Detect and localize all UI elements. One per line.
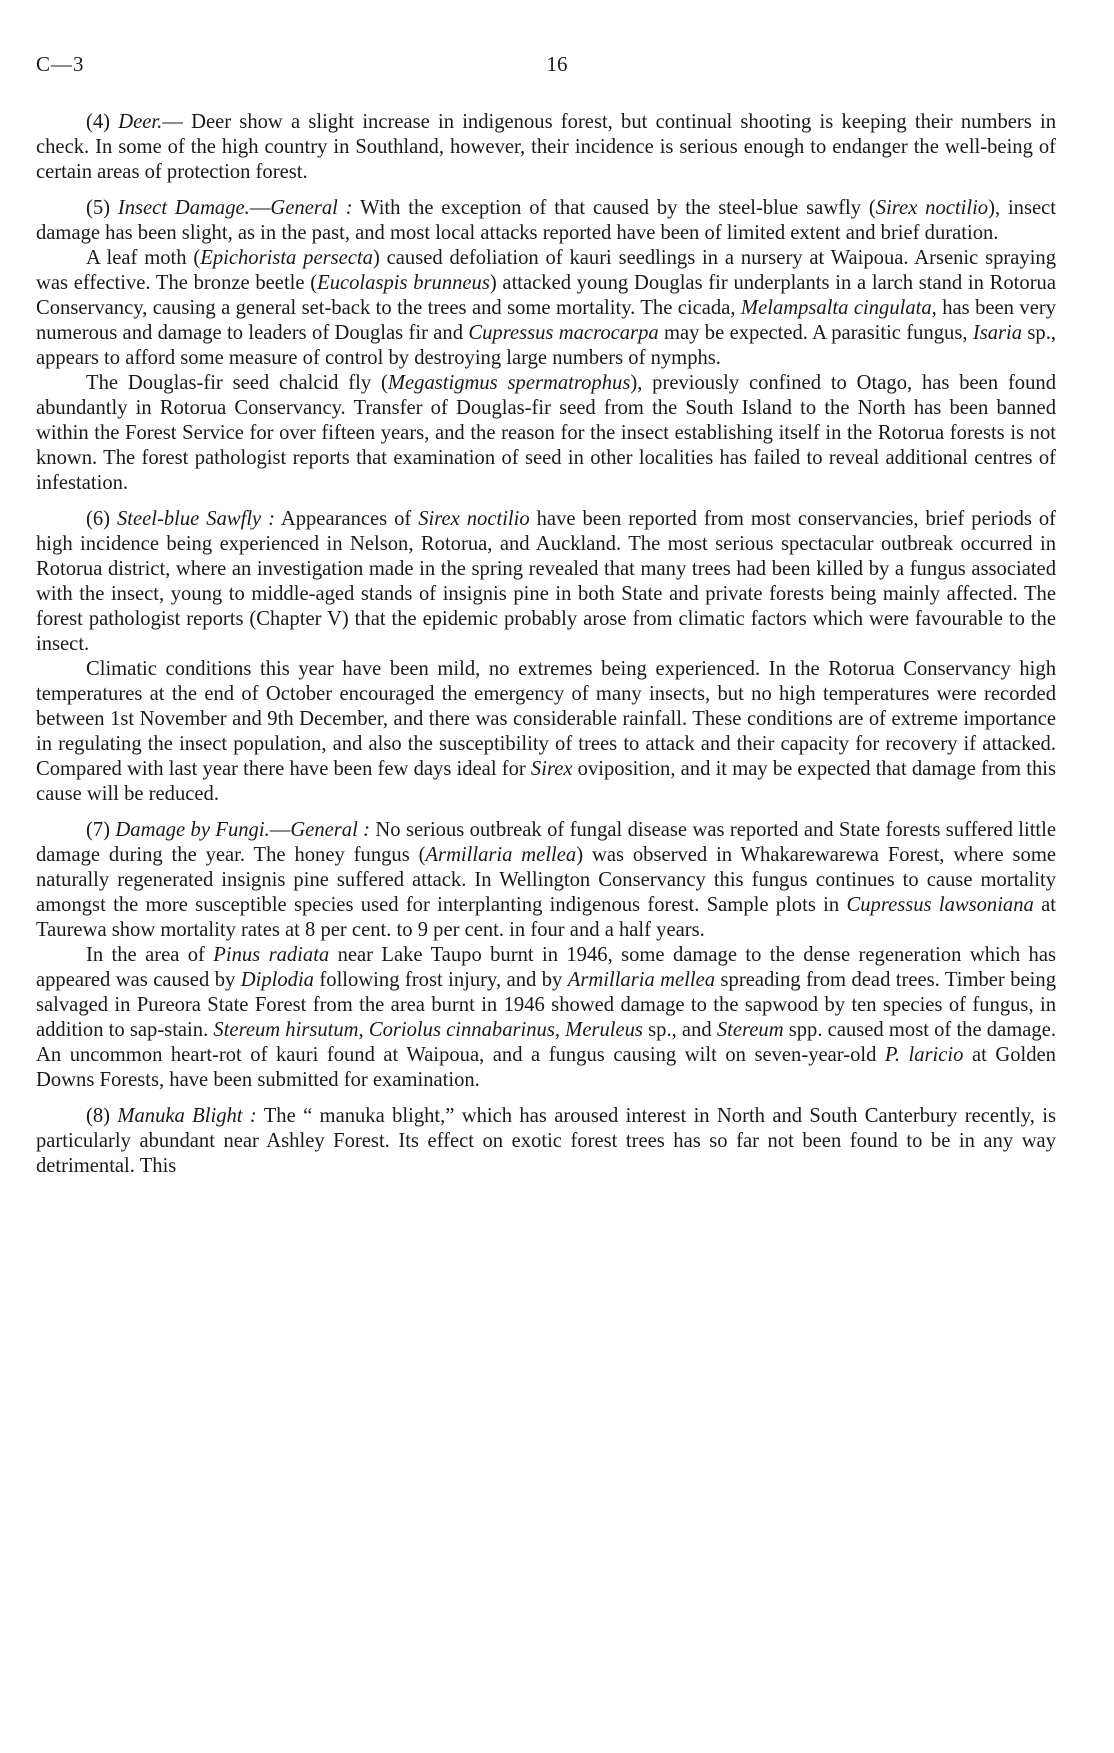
paragraph-lake-taupo [36, 943, 1056, 1093]
species-name: Epichorista persecta [200, 247, 373, 269]
species-name: Isaria [972, 322, 1023, 344]
section-number: (5) [86, 197, 111, 219]
heading-dash: — [269, 819, 291, 841]
text-run: spp. caused most of the damage. An uncommon heart-rot of kauri found at Waipoua, and a fungus causing wilt on seven-year-old [36, 1019, 1056, 1066]
heading-dash: — [249, 197, 271, 219]
text-run: have been reported from most conservancies, brief periods of high incidence being experienced in Nelson, Rotorua, and Auckland. The most serious spectacular outbreak occurred in Rotorua district, where an investigation made in the spring revealed that many trees had been killed by a fungus associated with the insect, young to middle-aged stands of insignis pine in both State and private forests being mainly affected. The forest pathologist reports (Chapter V) that the epidemic probably arose from climatic factors which were favourable to the insect. [36, 508, 1057, 655]
species-name: Sirex [530, 758, 573, 780]
species-name: P. laricio [884, 1044, 964, 1066]
section-heading: Manuka Blight : [117, 1105, 257, 1127]
species-name: Stereum hirsutum, Coriolus cinnabarinus, Meruleus [213, 1019, 643, 1041]
text-run: following frost injury, and by [313, 969, 568, 991]
species-name: Megastigmus spermatrophus [387, 372, 631, 394]
paragraph-climatic-conditions [36, 657, 1056, 807]
text-run: may be expected. A parasitic fungus, [658, 322, 973, 344]
section-number: (6) [86, 508, 111, 530]
paragraph-leaf-moth [36, 246, 1056, 371]
page-number: 16 [546, 52, 568, 76]
paragraph-damage-by-fungi [36, 818, 1056, 943]
text-run: sp., and [642, 1019, 717, 1041]
paragraph-steel-blue-sawfly [36, 507, 1056, 657]
document-reference: C—3 [36, 52, 85, 76]
page-header [36, 52, 1078, 82]
text-run: at Golden Downs Forests, have been submitted for examination. [36, 1044, 1056, 1091]
text-run: In the area of [86, 944, 214, 966]
species-name: Cupressus macrocarpa [468, 322, 659, 344]
section-heading: Steel-blue Sawfly : [116, 508, 276, 530]
species-name: Pinus radiata [213, 944, 330, 966]
text-run: No serious outbreak of fungal disease was reported and State forests suffered little damage during the year. The honey fungus ( [36, 819, 1056, 866]
species-name: Stereum [716, 1019, 784, 1041]
text-run: ) caused defoliation of kauri seedlings in a nursery at Waipoua. Arsenic spraying was effective. The bronze beetle ( [36, 247, 1057, 294]
section-heading: Damage by Fungi. [115, 819, 270, 841]
text-run: The Douglas-fir seed chalcid fly ( [86, 372, 388, 394]
text-run: With the exception of that caused by the steel-blue sawfly ( [352, 197, 876, 219]
text-run: near Lake Taupo burnt in 1946, some damage to the dense regeneration which has appeared was caused by [36, 944, 1057, 991]
section-number: (4) [86, 111, 111, 133]
text-run: ), insect damage has been slight, as in the past, and most local attacks reported have been of limited extent and brief duration. [36, 197, 1056, 244]
paragraph-deer [36, 110, 1056, 185]
text-run: A leaf moth ( [86, 247, 201, 269]
text-run: Climatic conditions this year have been mild, no extremes being experienced. In the Rotorua Conservancy high temperatures at the end of October encouraged the emergency of many insects, but no high temperatures were recorded between 1st November and 9th December, and there was considerable rainfall. These conditions are of extreme importance in regulating the insect population, and also the susceptibility of trees to attack and their capacity for recovery if attacked. Compared with last year there have been few days ideal for [36, 658, 1056, 780]
text-run: spreading from dead trees. Timber being salvaged in Pureora State Forest from the area burnt in 1946 showed damage to the sapwood by ten species of fungus, in addition to sap-stain. [36, 969, 1056, 1041]
section-subheading: General : [270, 197, 353, 219]
text-run: , has been very numerous and damage to leaders of Douglas fir and [36, 297, 1056, 344]
species-name: Sirex noctilio [418, 508, 530, 530]
text-run: oviposition, and it may be expected that damage from this cause will be reduced. [36, 758, 1057, 805]
species-name: Sirex noctilio [875, 197, 989, 219]
species-name: Armillaria mellea [425, 844, 577, 866]
section-heading: Insect Damage. [117, 197, 250, 219]
paragraph-seed-chalcid [36, 371, 1056, 496]
text-run: The “ manuka blight,” which has aroused interest in North and South Canterbury recently, is particularly abundant near Ashley Forest. Its effect on exotic forest trees has so far not been found to be in any way detrimental. This [36, 1105, 1056, 1177]
text-run: — Deer show a slight increase in indigenous forest, but continual shooting is keeping their numbers in check. In some of the high country in Southland, however, their incidence is serious enough to endanger the well-being of certain areas of protection forest. [36, 111, 1056, 183]
text-run: sp., appears to afford some measure of control by destroying large numbers of nymphs. [36, 322, 1056, 369]
species-name: Melampsalta cingulata [740, 297, 932, 319]
species-name: Cupressus lawsoniana [846, 894, 1034, 916]
text-run: ), previously confined to Otago, has been found abundantly in Rotorua Conservancy. Transfer of Douglas-fir seed from the South Island to the North has been banned within the Forest Service for over fifteen years, and the reason for the insect establishing itself in the Rotorua forests is not known. The forest pathologist reports that examination of seed in other localities has failed to reveal additional centres of infestation. [36, 372, 1056, 494]
species-name: Eucolaspis brunneus [317, 272, 490, 294]
page-body [36, 110, 1056, 1179]
section-heading: Deer. [118, 111, 163, 133]
text-run: ) was observed in Whakarewarewa Forest, where some naturally regenerated insignis pine suffered attack. In Wellington Conservancy this fungus continues to cause mortality amongst the more susceptible species used for interplanting indigenous forest. Sample plots in [36, 844, 1056, 916]
section-number: (8) [86, 1105, 111, 1127]
text-run: at Taurewa show mortality rates at 8 per cent. to 9 per cent. in four and a half years. [36, 894, 1056, 941]
section-subheading: General : [290, 819, 371, 841]
paragraph-manuka-blight [36, 1104, 1056, 1179]
species-name: Armillaria mellea [567, 969, 716, 991]
section-number: (7) [86, 819, 111, 841]
text-run: ) attacked young Douglas fir underplants in a larch stand in Rotorua Conservancy, causing a general set-back to the trees and some mortality. The cicada, [36, 272, 1056, 319]
text-run: Appearances of [275, 508, 419, 530]
paragraph-insect-damage [36, 196, 1056, 246]
species-name: Diplodia [240, 969, 314, 991]
